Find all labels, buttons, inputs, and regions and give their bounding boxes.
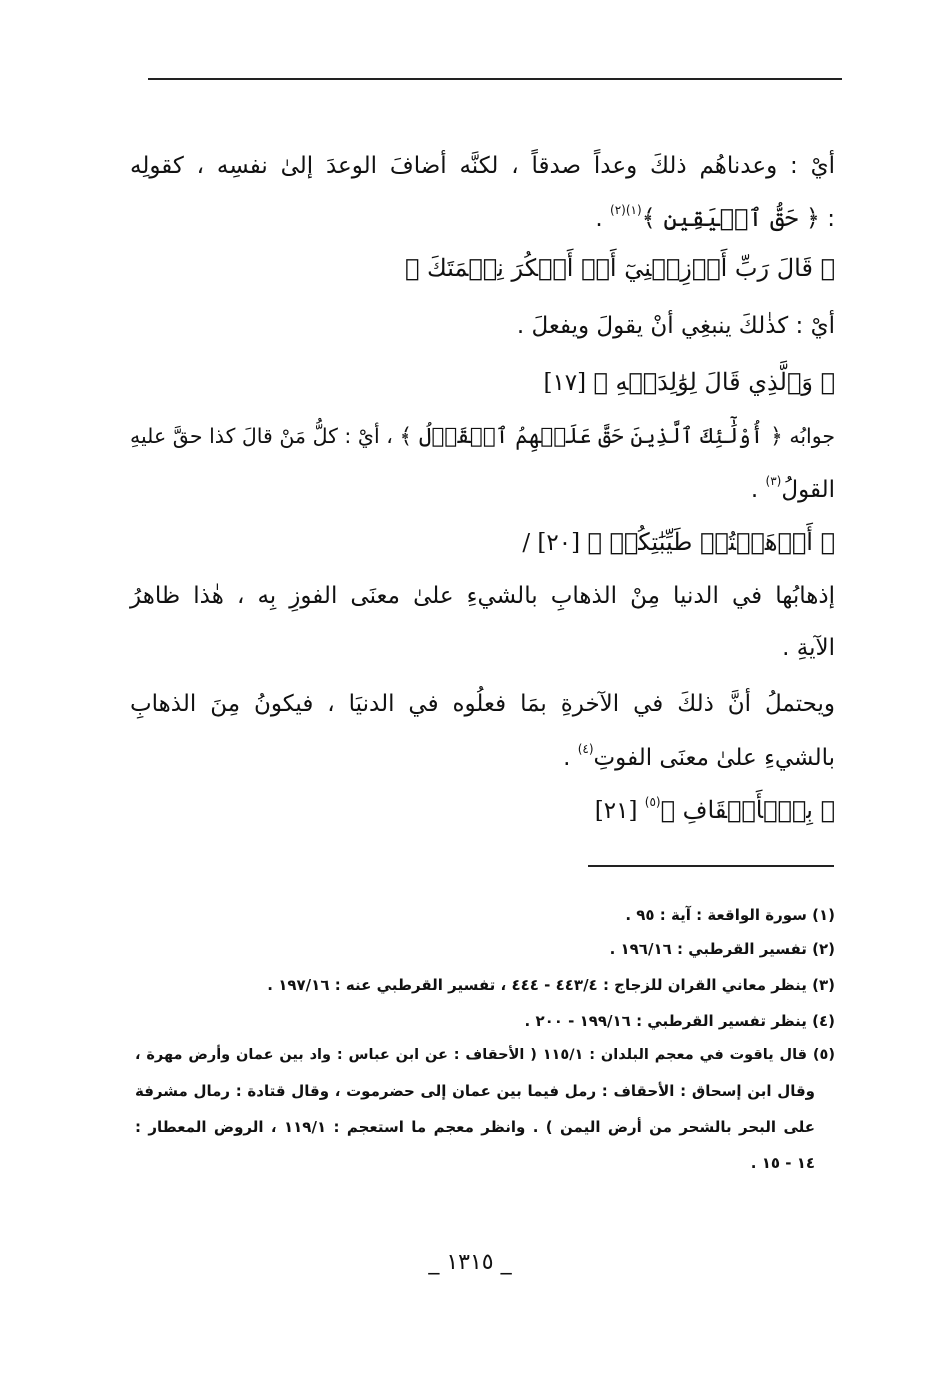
body-text: إذهابُها في الدنيا مِنْ الذهابِ بالشيءِ علىٰ معنَى الفوزِ بِه ، هٰذا ظاهرُ bbox=[130, 583, 835, 609]
body-line bbox=[130, 362, 835, 403]
footnote bbox=[135, 1042, 835, 1068]
body-line bbox=[130, 684, 835, 724]
body-line bbox=[130, 576, 835, 616]
body-line bbox=[130, 146, 835, 186]
verse-number: [١٧] bbox=[543, 370, 587, 396]
footnote-separator bbox=[588, 865, 834, 867]
footnote-text: (١) سورة الواقعة : آية : ٩٥ . bbox=[625, 906, 835, 924]
colon: : bbox=[819, 206, 835, 232]
footnote-marker: (٥) bbox=[644, 795, 661, 809]
verse-number: [٢١] bbox=[594, 798, 638, 824]
body-line bbox=[130, 738, 835, 778]
body-line bbox=[130, 790, 835, 831]
period: . bbox=[750, 477, 759, 503]
period: . bbox=[595, 206, 603, 232]
footnote-text: ١٤ - ١٥ . bbox=[750, 1154, 815, 1172]
quran-verse: ﴿ بِٱلۡأَحۡقَافِ ﴾ bbox=[660, 796, 835, 824]
footnote-marker: (٢) bbox=[610, 203, 626, 217]
body-text: بالشيءِ علىٰ معنَى الفوتِ bbox=[593, 745, 835, 771]
body-line bbox=[130, 628, 835, 668]
body-line bbox=[130, 198, 835, 239]
body-line bbox=[130, 416, 835, 457]
verse-number: [٢٠] / bbox=[522, 530, 581, 556]
footnote-text: (٢) تفسير القرطبي : ١٩٦/١٦ . bbox=[609, 940, 835, 958]
body-text: ، أيْ : كلُّ مَنْ قالَ كذا حقَّ عليهِ bbox=[130, 424, 393, 448]
body-text: أيْ : وعدناهُم ذلكَ وعداً صدقاً ، لكنَّه أضافَ الوعدَ إلىٰ نفسِه ، كقولِه bbox=[130, 153, 835, 179]
footnote-text: وقال ابن إسحاق : الأحقاف : رمل فيما بين عمان إلى حضرموت ، وقال قتادة : رمال مشرفة bbox=[135, 1082, 815, 1100]
footnote-marker: (١) bbox=[625, 203, 642, 217]
body-line bbox=[130, 522, 835, 563]
quran-verse: ﴿ حَقُّ ٱلۡيَقِينِ ﴾ bbox=[641, 204, 820, 232]
body-text: الآيةِ . bbox=[782, 635, 835, 661]
footnote-marker: (٣) bbox=[765, 474, 782, 488]
footnote bbox=[135, 902, 835, 928]
top-rule bbox=[148, 78, 842, 80]
footnote-continuation bbox=[135, 1078, 815, 1104]
body-line bbox=[130, 306, 835, 346]
quran-verse: ﴿ قَالَ رَبِّ أَوۡزِعۡنِيٓ أَنۡ أَشۡكُرَ نِعۡمَتَكَ ﴾ bbox=[405, 254, 835, 282]
body-line bbox=[130, 470, 835, 510]
footnote bbox=[135, 1008, 835, 1034]
footnote-text: (٤) ينظر تفسير القرطبي : ١٩٩/١٦ - ٢٠٠ . bbox=[524, 1012, 835, 1030]
footnote bbox=[135, 972, 835, 998]
footnote-text: على البحر بالشحر من أرض اليمن ) . وانظر معجم ما استعجم : ١١٩/١ ، الروض المعطار : bbox=[135, 1118, 815, 1136]
footnote-continuation bbox=[135, 1150, 815, 1176]
body-line bbox=[130, 248, 835, 289]
body-text: أيْ : كذٰلكَ ينبغِي أنْ يقولَ ويفعلَ . bbox=[516, 313, 835, 339]
footnote-text: (٣) ينظر معاني القران للزجاج : ٤٤٣/٤ - ٤٤٤ ، تفسير القرطبي عنه : ١٩٧/١٦ . bbox=[267, 976, 835, 994]
quran-verse: ﴿ أُوْلَٰٓئِكَ ٱلَّذِينَ حَقَّ عَلَيۡهِمُ ٱلۡقَوۡلُ ﴾ bbox=[399, 424, 783, 449]
footnote bbox=[135, 936, 835, 962]
quran-verse: ﴿ أَذۡهَبۡتُمۡ طَيِّبَٰتِكُمۡ ﴾ bbox=[587, 528, 835, 556]
footnote-continuation bbox=[135, 1114, 815, 1140]
footnote-text: (٥) قال ياقوت في معجم البلدان : ١١٥/١ ( الأحقاف : عن ابن عباس : واد بين عمان وأرض مهرة ، bbox=[135, 1047, 835, 1063]
body-text: ويحتملُ أنَّ ذلكَ في الآخرةِ بمَا فعلُوه في الدنيَا ، فيكونُ مِنَ الذهابِ bbox=[130, 691, 835, 717]
footnote-marker: (٤) bbox=[577, 742, 594, 756]
quran-verse: ﴿ وَٱلَّذِي قَالَ لِوَٰلِدَيۡهِ ﴾ bbox=[593, 368, 835, 396]
page-number: _ ١٣١٥ _ bbox=[428, 1250, 512, 1275]
period: . bbox=[563, 745, 571, 771]
body-text: جوابُه bbox=[789, 424, 835, 448]
body-text: القولُ bbox=[781, 477, 835, 503]
